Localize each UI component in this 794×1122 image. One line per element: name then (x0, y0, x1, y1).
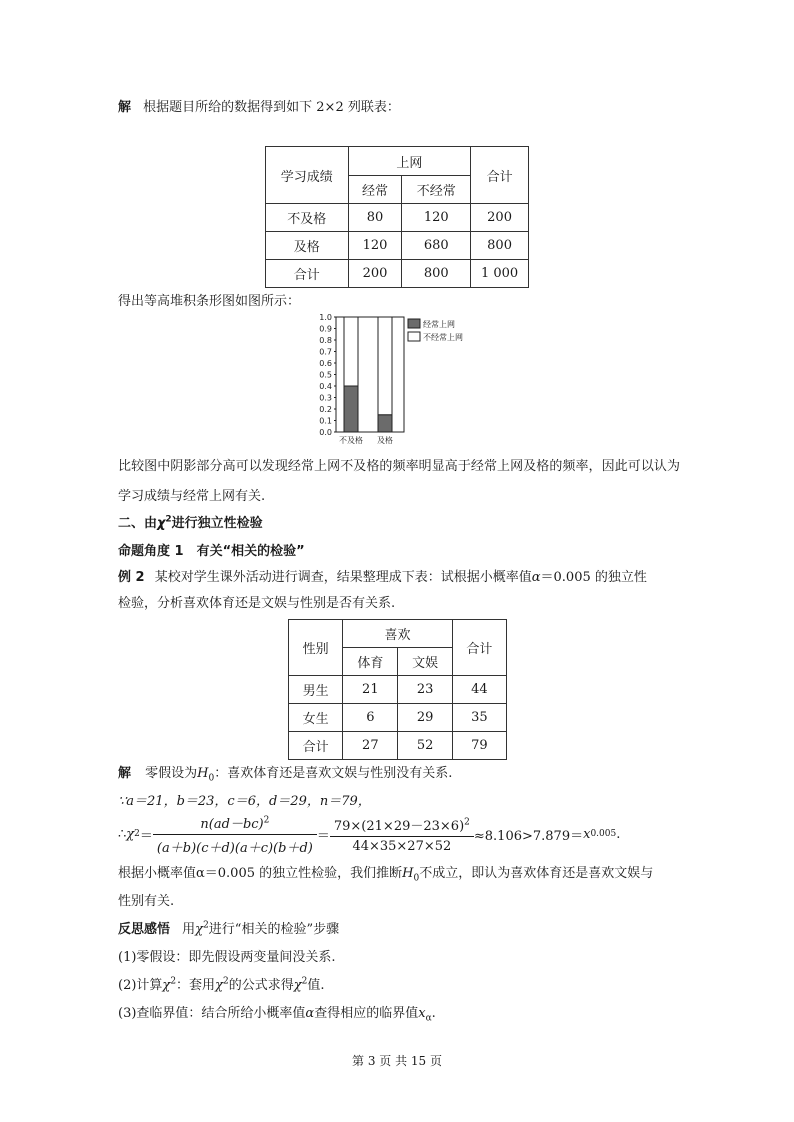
step3-part-a: (3)查临界值：结合所给小概率值 (118, 1006, 306, 1021)
section-title-suffix: 进行独立性检验 (171, 516, 263, 531)
reflection-title: 反思感悟 (118, 922, 171, 937)
table-cell: 200 (471, 204, 529, 232)
table-cell: 23 (398, 676, 452, 704)
page-footer: 第 3 页 共 15 页 (352, 1054, 442, 1068)
x-category-label: 不及格 (339, 436, 363, 445)
table-group-header: 喜欢 (343, 620, 453, 648)
table-cell: 800 (471, 232, 529, 260)
table-row (266, 260, 529, 288)
legend-swatch (408, 319, 420, 328)
table-cell: 6 (343, 704, 398, 732)
h0-symbol: H (197, 766, 209, 781)
table-cell: 35 (452, 704, 506, 732)
conclusion-text-1: 根据小概率值α＝0.005 的独立性检验，我们推断 (118, 866, 403, 881)
section-title (118, 512, 263, 531)
solution-label: 解 (118, 100, 132, 115)
example-text: 某校对学生课外活动进行调查，结果整理成下表：试根据小概率值 (154, 570, 532, 585)
table-row (289, 676, 507, 704)
comparison-text: 比较图中阴影部分高可以发现经常上网不及格的频率明显高于经常上网及格的频率，因此可以认为学习成绩与经常上网有关. (118, 459, 680, 504)
reflection-intro-a: 用 (182, 922, 196, 937)
table-total-header: 合计 (471, 147, 529, 204)
calc-result: ≈8.106>7.879＝ (473, 828, 584, 844)
row-label: 女生 (289, 704, 343, 732)
y-tick-label: 0.5 (319, 370, 332, 380)
y-tick-label: 0.3 (319, 393, 332, 403)
y-tick-label: 0.4 (319, 382, 332, 391)
example-text-b: ＝0.005 的独立性 (540, 570, 647, 585)
step2-part-c: 的公式求得 (228, 978, 294, 993)
table-cell: 27 (343, 732, 398, 760)
table-cell: 29 (398, 704, 452, 732)
row-label: 及格 (266, 232, 349, 260)
intro-text: 根据题目所给的数据得到如下 2×2 列联表： (143, 100, 400, 115)
table-cell: 1 000 (471, 260, 529, 288)
y-tick-label: 0.8 (319, 336, 332, 345)
step2-part-a: (2)计算 (118, 978, 163, 993)
null-hypothesis-line (118, 762, 452, 784)
step3-x: x (418, 1006, 426, 1021)
table-cell: 200 (348, 260, 402, 288)
table-cell: 800 (402, 260, 471, 288)
therefore-symbol: ∴ (118, 826, 127, 842)
general-formula: $\frac{n(ad-bc)^2}{(a+b)(c+d)(a+c)(b+d)}$ (153, 813, 317, 856)
numeric-formula: $\frac{79\times(21\times 29-23\times 6)^2}{44\times 35\times 27\times 52}$ (330, 815, 474, 854)
row-label: 合计 (266, 260, 349, 288)
h0-prefix: 零假设为 (145, 766, 198, 781)
legend-swatch (408, 332, 420, 341)
bar-segment-frequent (344, 386, 358, 432)
reflection-step-2: (2)计算$\chi^2$：套用$\chi^2$的公式求得$\chi^2$值. (118, 976, 325, 993)
chi-symbol: χ (157, 516, 166, 531)
critical-x: x (583, 826, 591, 842)
table-sub-header: 经常 (348, 176, 402, 204)
comparison-paragraph (118, 452, 680, 512)
formula-numerator: n(ad－bc) (200, 816, 264, 832)
y-tick-label: 0.9 (319, 324, 332, 334)
step3-end: . (431, 1006, 436, 1021)
chi-square-formula: ∴ χ 2 ＝ $\frac{n(ad-bc)^2}{(a+b)(c+d)(a+c)(b+d)}$ ＝ $\frac{79\times(21\times 29-23\times 6)^2}{44\times 35\times 27\times 52}$ ≈8.106>7.879＝ x 0.005 . (118, 814, 620, 854)
table-cell: 680 (402, 232, 471, 260)
step3-sub: α (425, 1013, 432, 1024)
bar-segment-infrequent (344, 317, 358, 386)
y-tick-label: 0.1 (319, 416, 332, 426)
table-sub-header: 不经常 (402, 176, 471, 204)
conclusion-line-1: 根据小概率值α＝0.005 的独立性检验，我们推断$H_0$不成立，即认为喜欢体育还是喜欢文娱与 (118, 866, 654, 884)
legend-label: 经常上网 (423, 320, 455, 329)
calc-denominator: 44×35×27×52 (352, 838, 452, 854)
table-cell: 120 (348, 232, 402, 260)
step2-part-d: 值. (307, 978, 325, 993)
table-cell: 21 (343, 676, 398, 704)
example-line-1 (118, 566, 647, 585)
table-cell: 79 (452, 732, 506, 760)
formula-denominator: (a＋b)(c＋d)(a＋c)(b＋d) (156, 840, 313, 856)
y-tick-label: 0.2 (319, 405, 332, 414)
table-row (289, 732, 507, 760)
table-corner-header: 学习成绩 (266, 147, 349, 204)
section-title-prefix: 二、由 (118, 516, 158, 531)
table-total-header: 合计 (452, 620, 506, 676)
row-label: 男生 (289, 676, 343, 704)
alpha-symbol: α (531, 570, 541, 585)
table-row (289, 704, 507, 732)
intro-line (118, 96, 400, 115)
contingency-table-internet (265, 146, 529, 288)
conclusion-text-2: 不成立，即认为喜欢体育还是喜欢文娱与 (419, 866, 654, 881)
step2-part-b: ：套用 (176, 978, 216, 993)
table-sub-header: 文娱 (398, 648, 452, 676)
legend-label: 不经常上网 (423, 333, 463, 342)
step3-part-b: 查得相应的临界值 (314, 1006, 419, 1021)
contingency-table-gender (288, 619, 507, 760)
table-cell: 44 (452, 676, 506, 704)
y-tick-label: 0.6 (319, 359, 332, 368)
row-label: 合计 (289, 732, 343, 760)
table-cell: 52 (398, 732, 452, 760)
h0-subscript: 0 (208, 773, 215, 784)
table-corner-header: 性别 (289, 620, 343, 676)
values-line: ∵a＝21，b＝23，c＝6，d＝29，n＝79， (118, 794, 371, 809)
y-tick-label: 0.0 (319, 428, 332, 437)
h0-text: ：喜欢体育还是喜欢文娱与性别没有关系. (214, 766, 453, 781)
y-tick-label: 0.7 (319, 347, 332, 357)
reflection-title-line: 反思感悟 用$\chi^2$进行“相关的检验”步骤 (118, 920, 340, 937)
bar-segment-infrequent (378, 317, 392, 415)
example-line-2: 检验，分析喜欢体育还是文娱与性别是否有关系. (118, 596, 396, 611)
example-label: 例 2 (118, 570, 145, 585)
reflection-intro-b: 进行“相关的检验”步骤 (208, 922, 340, 937)
chi-exponent: 2 (165, 514, 172, 525)
stacked-bar-chart (312, 312, 482, 448)
chart-caption: 得出等高堆积条形图如图所示： (118, 294, 301, 309)
table-cell: 120 (402, 204, 471, 232)
angle-title: 命题角度 1 有关“相关的检验” (118, 544, 305, 559)
conclusion-line-2: 性别有关. (118, 894, 175, 909)
table-row (266, 204, 529, 232)
row-label: 不及格 (266, 204, 349, 232)
critical-subscript: 0.005 (590, 829, 617, 839)
table-group-header: 上网 (348, 147, 471, 176)
x-category-label: 及格 (377, 436, 393, 445)
chi-symbol: χ (126, 826, 135, 842)
reflection-step-1: (1)零假设：即先假设两变量间没关系. (118, 950, 336, 965)
table-sub-header: 体育 (343, 648, 398, 676)
solution-label: 解 (118, 766, 132, 781)
y-tick-label: 1.0 (319, 313, 332, 322)
calc-numerator: 79×(21×29－23×6) (333, 818, 465, 834)
table-row (266, 232, 529, 260)
reflection-step-3: (3)查临界值：结合所给小概率值α查得相应的临界值$x_\alpha$. (118, 1006, 436, 1024)
table-cell: 80 (348, 204, 402, 232)
bar-segment-frequent (378, 415, 392, 432)
